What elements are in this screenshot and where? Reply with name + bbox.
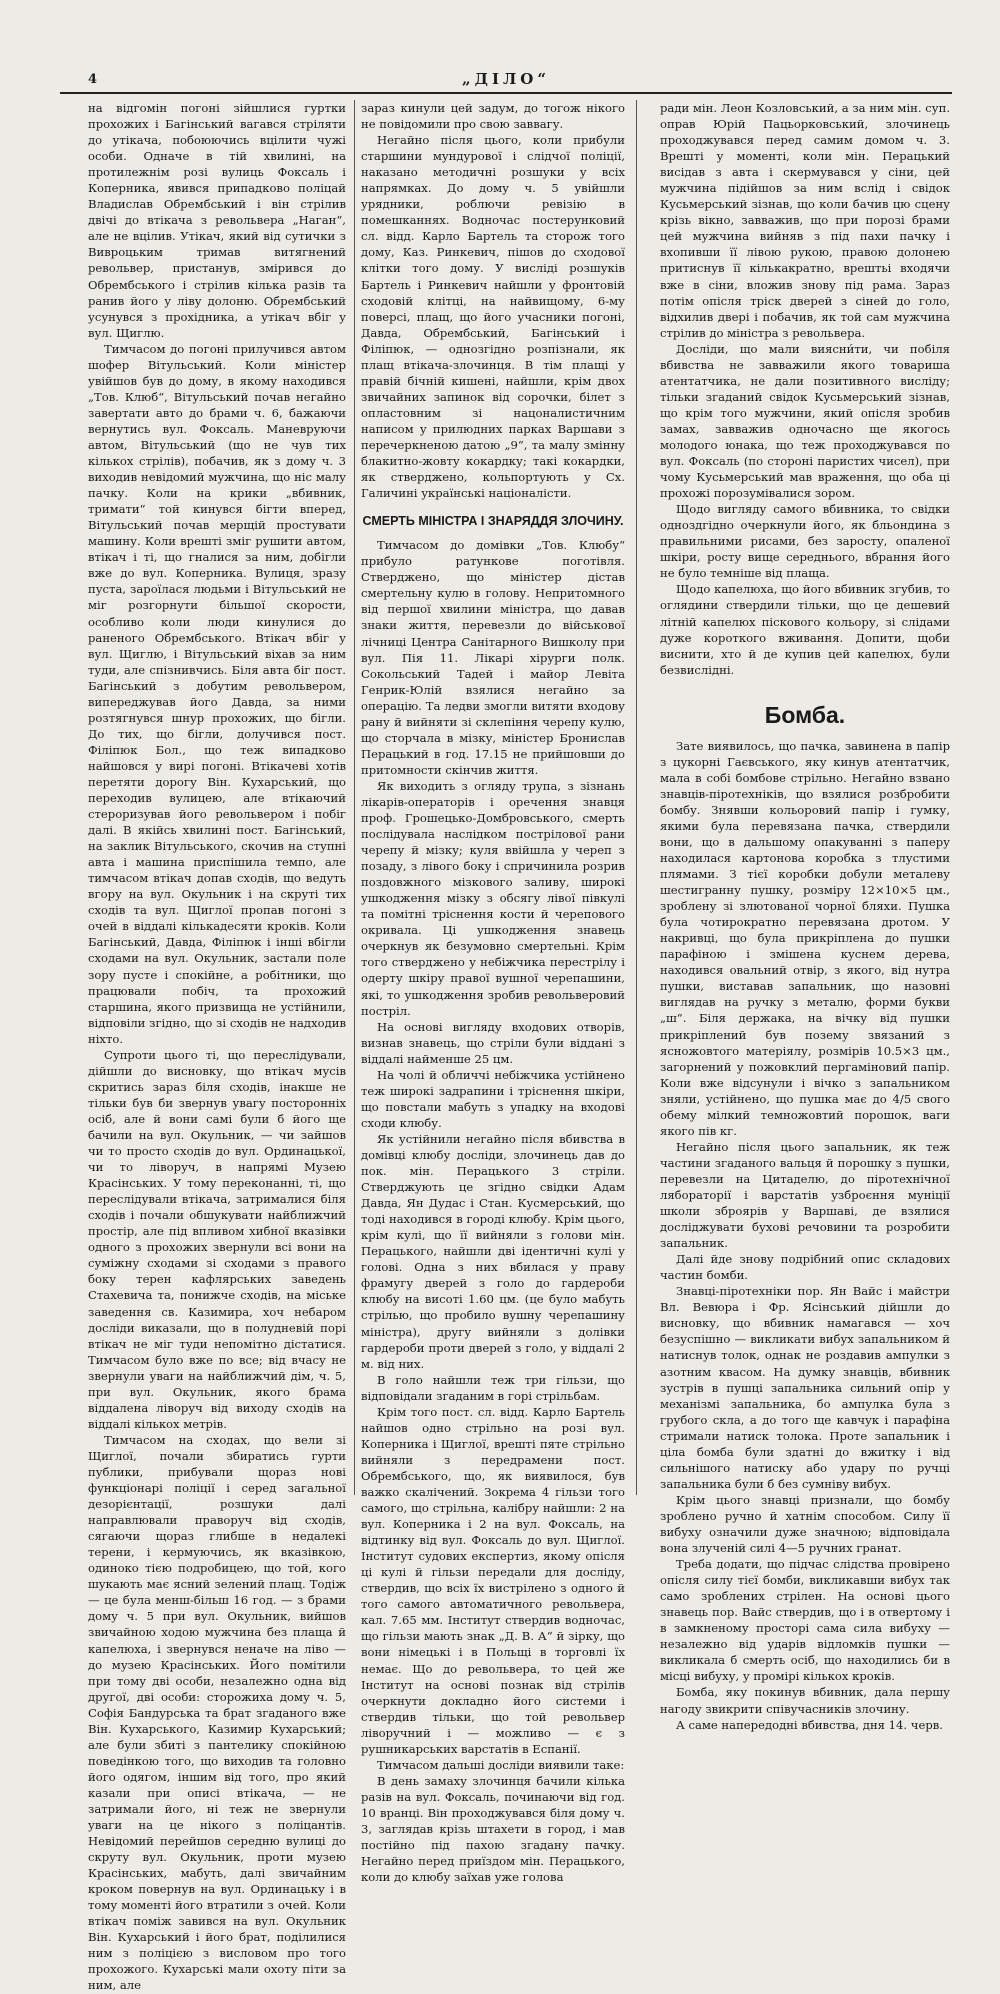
paragraph: Як устійнили негайно після вбивства в домівці клюбу досліди, злочинець дав до пок. мін. Перацького 3 стріли. Стверджують це згідно свідки Адам Давда, Ян Дудас і Стан. Кусмерський, що тоді находився в городі клюбу. Крім цього, крім кулі, що її вийняли з голови мін. Перацького, найшли дві ідентичні кулі у голові. Одна з них вбилася у праву фрамугу дверей з голо до гардероби клюбу на висоті 1.60 цм. (це було мабуть стрілью, що пробило вушну черепашину міністра), другу вийняли з долівки гардероби проти дверей з голо, у віддалі 2 м. від них. [361,1131,625,1371]
column-2 [361,100,625,1885]
paragraph: Щодо капелюха, що його вбивник згубив, то оглядини ствердили тільки, що це дешевий літній капелюх піскового кольору, зі слідами дуже короткого вживання. Допити, щоби виснити, хто й де купив цей капелюх, були безвислідні. [660,582,950,677]
paragraph: Зате виявилось, що пачка, завинена в папір з цукорні Гаєвського, яку кинув атентатчик, мала в собі бомбове стрільно. Негайно взвано знавців-піротехніків, що взялися розбробити бомбу. Знявши кольоровий папір і гумку, якими була перевязана пачка, ствердили вони, що в дальшому опакуванні з паперу находилася картонова коробка з тлустими плямами. З тієї коробки добули металеву шестигранну пушку, розміру 12×10×5 цм., зроблену зі злютованої чорної бляхи. Пушка була чотирократно перевязана дротом. У накривці, що була прикріплена до пушки парафіною і змішена куснем дерева, находився овальний отвір, з якого, від нутра пушки, виставав запальник, що назовні виглядав на ручку з металю, форми букви „ш“. Біля держака, на вічку від пушки прикріплений був позему звязаний з ясножовтого матеріялу, розмірів 10.5×3 цм., загорнений у пожовклий пергаміновий папір. Коли вже відсунули і вічко з запальником зняли, устійнено, що пушка має до 4/5 свого обему мілкий темножовтий порошок, ваги якого пів кг. [660,738,950,1138]
page-number: 4 [88,72,98,87]
paragraph: Крім цього знавці признали, що бомбу зроблено ручно й хатнім способом. Силу її вибуху означили дуже значною; відповідала вона злученій силі 4—5 ручних гранат. [660,1492,950,1556]
paragraph: зараз кинули цей задум, до тогож нікого не повідомили про свою заввагу. [361,101,625,132]
paragraph: Тимчасом на сходах, що вели зі Щиглої, почали збиратись гурти публики, прибували щораз нові функціонарі поліції і серед загальної дезорієнтації, розшуки далі направлювали праворуч від сходів, сягаючи щораз глибше в недалекі терени, і кермуючись, як вказівкою, одиноко тією подробицею, що той, кого шукають має ясний зелений плащ. Тодіж — це була менш-більш 16 год. — з брами дому ч. 5 при вул. Окульник, вийшов звичайною ходою мужчина без плаща й капелюха, і звернувся неначе на ліво — до музею Красінських. Його помітили при тому дві особи, незалежно одна від другої, дві особи: сторожиха дому ч. 5, Софія Бандурська та брат згаданого вже Він. Кухарського, Казимир Кухарський; але були збиті з пантелику спокійною поведінкою того, що виходив та головно його одягом, іншим від того, про який казали при описі втікача, — не затримали його, ні теж не звернули уваги на це нікого з поліцантів. Невідомий перейшов середню вулиці до скруту вул. Окульник, проти музею Красінських, мабуть, далі звичайним кроком повернув на вул. Ординацьку і в тому моменті його втратили з очей. Коли втікач поміж завився на вул. Окульник Він. Кухарський і його брат, поділилися ним з поліцією з висловом про того прохожого. Кухарські мали охоту піти за ним, але [88,1432,346,1993]
paragraph: В голо найшли теж три гільзи, що відповідали згаданим в горі стрільбам. [361,1372,625,1403]
paragraph: Негайно після цього запальник, як теж частини згаданого вальця й порошку з пушки, перевезли на Цитаделю, до піротехнічної лябораторії і варстатів узброєння муніції школи зброярів у Варшаві, де взялися досліджувати бухові речовини та розробити запальник. [660,1139,950,1251]
paragraph: на відгомін погоні зійшлися гуртки прохожих і Багінський вагався стріляти до утікача, побоюючись вцілити чужі особи. Одначе в тій хвилині, на протилежнім розі вулиць Фоксаль і Коперника, явився припадково поліцай Владислав Обрембський і він стрілив двічі до втікача з револьвера „Наган“, але не вцілив. Утікач, який від сутички з Вивроцьким тримав витягнений револьвер, пристанув, змірився до Обрембського і стрілив кілька разів та ранив його у ліву долоню. Обрембський усунувся з прохідника, а утікач вбіг у вул. Щиглю. [88,101,346,340]
column-divider-2 [636,100,637,1495]
paragraph: Треба додати, що підчас слідства провірено опісля силу тієї бомби, викликавши вибух так само зроблених стрілен. На основі цього знавець пор. Вайс ствердив, що і в отвертому і в замкненому просторі сама сила вибуху — незалежно від ударів відломків пушки — викликала б смерть осіб, що находились би в місці вибуху, у промірі кількох кроків. [660,1557,950,1684]
paragraph: На чолі й обличчі небіжчика устійнено теж широкі задрапини і тріснення шкіри, що повстали мабуть з упадку на входові сходи клюбу. [361,1067,625,1130]
paragraph: Тимчасом до домівки „Тов. Клюбу“ прибуло ратункове поготівля. Стверджено, що міністер дістав смертельну кулю в голову. Непритомного від першої хвилини міністра, що давав знаки життя, перевезли до військової лічниці Центра Санітарного Вишколу при вул. Пія 11. Лікарі хірурги полк. Сокольський Тадей і майор Левіта Генрик-Юлій взялися негайно за операцію. Та ледви змогли витяти входову рану й вийняти зі склепіння черепу кулю, що сторчала в мізку, міністер Бронислав Перацький в год. 17.15 не прийшовши до притомности скінчив життя. [361,538,625,777]
column-divider-1 [354,100,355,1495]
paragraph: На основі вигляду входових отворів, визнав знавець, що стріли були віддані з віддалі найменше 25 цм. [361,1019,625,1066]
column-3 [660,100,950,1732]
paragraph: В день замаху злочинця бачили кілька разів на вул. Фоксаль, починаючи від год. 10 вранці. Він проходжувався біля дому ч. 3, заглядав крізь штахети в город, і мав постійно під пахою згадану пачку. Негайно перед приїздом мін. Перацького, коли до клюбу заїхав уже голова [361,1773,625,1885]
column-1 [88,100,346,1993]
paragraph: Знавці-піротехніки пор. Ян Вайс і майстри Вл. Вевюра і Фр. Ясінський дійшли до висновку, що вбивник намагався — хоч безуспішно — викликати вибух запальником й натиснув толок, однак не роздавив ампулки з азотним квасом. На думку знавців, вбивник зустрів в пушці запальника сильний опір у механізмі запальника, бо ампулка була з грубого скла, а до того ще кавчук і парафіна стримали натиск толока. Проте запальник і ціла бомба були здатні до вжитку і від сильнішого натиску або удару по ручці запальника були б без сумніву вибух. [660,1284,950,1491]
page-header [60,70,952,94]
paragraph: ради мін. Леон Козловський, а за ним мін. суп. оправ Юрій Пацьорковський, злочинець проходжувався перед самим домом ч. 3. Врешті у моменті, коли мін. Перацький висідав з авта і скермувався у сіни, цей мужчина підійшов за ним вслід і свідок Кусьмерський зізнав, що коли бачив цю сцену крізь вікно, завважив, що при порозі брами цей мужчина вийняв з під пахи пачку і вхопивши її лівою рукою, правою долонею притиснув її кількакратно, врештьі входячи вже в сіни, вложив знову під рама. Зараз потім опісля тріск дверей з сіней до голо, відхилив двері і побачив, як той сам мужчина стрілив до міністра з револьвера. [660,101,950,340]
paragraph: Негайно після цього, коли прибули старшини мундурової і слідчої поліції, наказано методичні розшуки у всіх напрямках. До дому ч. 5 увійшли урядники, роблючи ревізію в помешканнях. Водночас постерунковий сл. відд. Карло Бартель та сторож того дому, Каз. Ринкевич, пішов до сходової клітки того дому. У висліді розшуків Бартель і Ринкевич найшли у фронтовій сходовій клітці, на найвищому, 6-му поверсі, плащ, що його учасники погоні, Давда, Обрембський, Багінський і Філіпюк, — однозгідно розпізнали, як плащ втікача-злочинця. В тім плащі у правій бічній кишені, найшли, крім двох звичайних запинок від сорочки, білет з опластовним зі нацоналистичним написом у прилюдних парках Варшави з перечеркненою датою „9“, та малу змінну блакитно-жовту кокардку; такі кокардки, як стверджено, кольпортують у Сх. Галичині українські націоналісти. [361,133,625,501]
bomb-heading: Бомба. [764,701,846,728]
section-heading: СМЕРТЬ МІНІСТРА І ЗНАРЯДДЯ ЗЛОЧИНУ. [362,514,624,529]
paragraph: Щодо вигляду самого вбивника, то свідки одноздгідно очеркнули його, як бльондина з правильними рисами, без заросту, опаленої шкіри, росту вище середнього, вбрання його не було темніше від плаща. [660,502,950,581]
paragraph: Як виходить з огляду трупа, з зізнань лікарів-операторів і оречення знавця проф. Грошецько-Домбровського, смерть послідувала наслідком пострілової рани черепу й мізку; куля ввійшла у череп з позаду, з лівого боку і спричинила розрив поздовжного мізкового заливу, широкі ушкодження мізку з обсягу лівої півкулі та помітні тріснення кости й черепового окривала. Ці ушкодження знавець очеркнув як безумовно смертельні. Крім того стверджено у небіжчика перестрілу і одерту шкіру правої вушної черепашини, які, то ушкодження зробив револьверовий постріл. [361,778,625,1018]
paragraph: А саме напередодні вбивства, дня 14. черв. [676,1717,943,1732]
paragraph: Тимчасом до погоні прилучився автом шофер Вітульський. Коли міністер увійшов був до дому, в якому находився „Тов. Клюб“, Вітульський почав негайно завертати авто до брами ч. 6, бажаючи вернутись вул. Фоксаль. Маневруючи автом, Вітульський (що не чув тих кількох стрілів), побачив, як з дому ч. 3 виходив невідомий мужчина, що ніс малу пачку. Коли на крики „вбивник, тримати“ той кинувся бігти вперед, Вітульський почав мерщій простувати машину. Коли врешті зміг рушити автом, втікач і ті, що гналися за ним, добігли вже до вул. Коперника. Вулиця, зразу пуста, зароїлася людьми і Вітульський не міг розгорнути більшої скорости, особливо коли люди кинулися до раненого Обрембського. Втікач вбіг у вул. Щиглю, і Вітульський віхав за ним туди, але спізнивчись. Біля авта біг пост. Багінський з добутим револьвером, випереджував його Давда, за ними розтягнувся шнур прохожих, що бігли. До тих, що бігли, долучився пост. Філіпюк Бол., що теж випадково найшовся у вирі погоні. Втікачеві хотів перетяти дорогу Він. Кухарський, що переходив вулицею, але втікаючий стероризував його револьвером і побіг далі. В якійсь хвилині пост. Багінський, на заклик Вітульського, скочив на ступні авта і машина приспішила темпо, але тимчасом втікач допав сходів, що ведуть вгору на вул. Окульник і на скруті тих сходів та вул. Щиглої пропав погоні з очей в віддалі кількадесяти кроків. Коли Багінський, Давда, Філіпюк і інші вбігли сходами на вул. Окульник, застали поле зору пусте і спокійне, а робітники, що працювали побіч, та прохожий старшина, якого призвища не устійнили, відповіли згідно, що зі сходів не надходив ніхто. [88,341,346,1046]
paragraph: Бомба, яку покинув вбивник, дала першу нагоду звикрити співучасників злочину. [660,1685,950,1716]
paragraph: Супроти цього ті, що переслідували, дійшли до висновку, що втікач мусів скритись зараз біля сходів, інакше не тільки був би звернув увагу посторонніх осіб, але й вони самі були б його ще бачили на вул. Окульник, — чи зайшов чи то просто сходів до вул. Ординацької, чи то ліворуч, в напрямі Музею Красінських. У тому переконанні, ті, що переслідували втікача, затрималися біля сходів і почали обшукувати найближчий простір, але під впливом хибної вказівки одного з прохожих звернули всі вони на суміжну сходами зі сходами з правого боку терен кафлярських заведень Стахевича та, понижче сходів, на міське заведення св. Казимира, хоч небаром досліди виказали, що в полудневій порі втікач не міг туди непомітно дістатися. Тимчасом було вже по все; від вчасу не звернули уваги на найближчий дім, ч. 5, при вул. Окульник, якого брама віддалена ліворуч від виходу сходів на віддалі кількох метрів. [88,1047,346,1431]
paragraph: Тимчасом дальші досліди виявили таке: [377,1757,625,1772]
paragraph: Далі йде знову подрібний опис складових частин бомби. [660,1252,950,1283]
newspaper-title: „ДІЛО“ [462,70,550,88]
paragraph: Крім того пост. сл. відд. Карло Бартель найшов одно стрільно на розі вул. Коперника і Щиглої, врешті пяте стрільно вийняли з передрамени пост. Обрембського, що, як виявилося, був важко скалічений. Зокрема 4 гільзи того самого, що стрільна, калібру найшли: 2 на вул. Коперника і 2 на вул. Фоксаль, на відтинку від вул. Фоксаль до вул. Щиглої. Інститут судових експертиз, якому опісля ці кулі й гільзи передали для досліду, ствердив, що всіх їх вистрілено з одного й того самого автоматичного револьвера, кал. 7.65 мм. Інститут ствердив водночас, що гільзи мають знак „Д. В. А“ й зірку, що вони німецькі і в Польщі в торговлі їх немає. Що до револьвера, то цей же Інститут на основі познак від стрілів очеркнути докладно його системи і ствердив тільки, що той револьвер ліворучний і — можливо — є з рушникарських варстатів в Еспанії. [361,1404,625,1756]
paragraph: Досліди, що мали виясни́ти, чи побіля вбивства не завважили якого товариша атентатчика, не дали позитивного висліду; тільки згаданий свідок Кусьмерський зізнав, що крім того мужчини, який опісля зробив замах, завважив одночасно ще якогось молодого юнака, що теж проходжувався по вул. Фоксаль (по стороні паристих чисел), при чому Кусьмерський мав враження, що оба ці прохожі порозумівалися зором. [660,341,950,501]
